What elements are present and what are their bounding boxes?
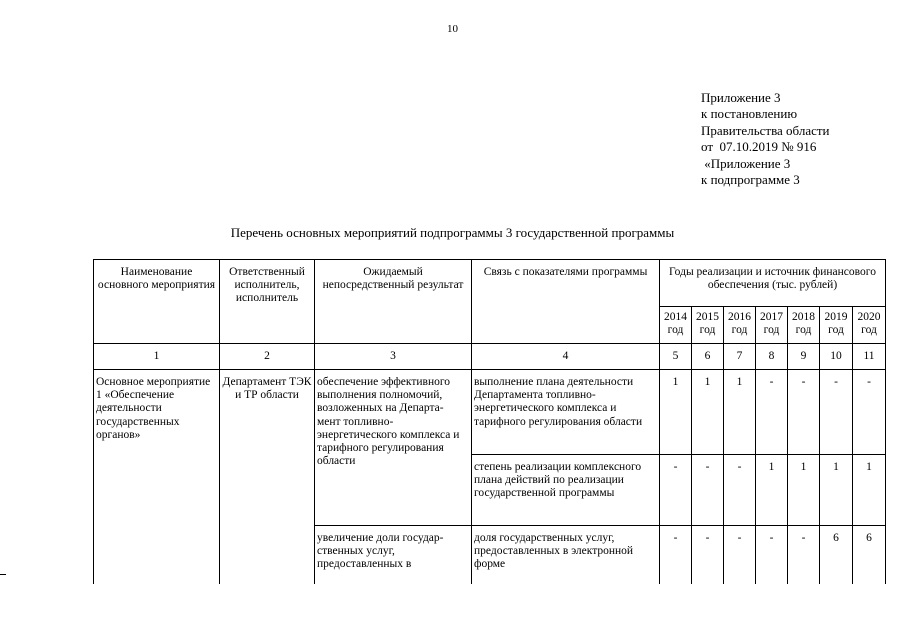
header-expected-result: Ожидаемый непосредственный результат [315,260,472,344]
year-value: - [788,526,820,584]
year-value: 1 [692,370,724,455]
column-number: 11 [853,344,886,370]
year-label: 2016 [728,311,751,323]
header-year [756,307,788,344]
year-value: 6 [820,526,853,584]
year-value: 1 [788,455,820,526]
events-table [93,259,886,584]
year-label: 2020 [857,311,881,323]
year-value: 1 [853,455,886,526]
year-value: - [724,455,756,526]
year-label: 2015 [696,311,719,323]
header-year [820,307,853,344]
header-executor: Ответственный исполнитель, исполнитель [220,260,315,344]
indicator-text: доля государственных услуг, предоставленных в электронной форме [472,526,660,584]
header-year [724,307,756,344]
column-number: 7 [724,344,756,370]
year-label: 2018 [792,311,815,323]
year-unit: год [667,324,684,336]
year-unit: год [795,324,812,336]
year-value: - [692,455,724,526]
column-number: 6 [692,344,724,370]
appendix-line: от 07.10.2019 № 916 [701,139,817,155]
header-event-name: Наименование основного мероприятия [94,260,220,344]
appendix-line: «Приложение 3 [701,155,791,171]
year-value: - [820,370,853,455]
appendix-line: Правительства области [701,122,830,138]
header-year [692,307,724,344]
column-number: 1 [94,344,220,370]
year-unit: год [763,324,780,336]
year-value: - [756,370,788,455]
year-unit: год [828,324,844,336]
year-value: 1 [756,455,788,526]
column-number: 2 [220,344,315,370]
header-year [660,307,692,344]
year-value: - [788,370,820,455]
event-executor: Департамент ТЭК и ТР области [220,370,315,584]
year-value: 1 [724,370,756,455]
column-number: 8 [756,344,788,370]
year-label: 2019 [824,311,848,323]
indicator-text: степень реализации комплексного плана действий по реализации государственной программы [472,455,660,526]
year-value: - [724,526,756,584]
year-value: - [660,526,692,584]
year-unit: год [861,324,877,336]
header-years-group: Годы реализации и источник финансового обеспечения (тыс. рублей) [660,260,886,307]
column-number: 5 [660,344,692,370]
column-number: 4 [472,344,660,370]
year-label: 2014 [664,311,687,323]
year-value: - [660,455,692,526]
expected-result: увеличение доли государ- ственных услуг, предоставленных в [315,526,472,584]
year-value: - [853,370,886,455]
appendix-block [701,90,830,188]
column-number: 10 [820,344,853,370]
appendix-line: к постановлению [701,106,798,122]
header-year [788,307,820,344]
year-value: 1 [660,370,692,455]
margin-mark [0,574,6,575]
page-number: 10 [447,23,458,35]
year-value: - [756,526,788,584]
appendix-line: к подпрограмме 3 [701,172,800,188]
document-title: Перечень основных мероприятий подпрограммы 3 государственной программы [230,225,675,240]
indicator-text: выполнение плана деятельности Департамента топливно-энергетического комплекса и тарифного регулирования области [472,370,660,455]
header-year [853,307,886,344]
event-name: Основное мероприятие 1 «Обеспечение деятельности государственных органов» [94,370,220,584]
column-number: 3 [315,344,472,370]
appendix-line: Приложение 3 [701,90,781,105]
expected-result: обеспечение эффективного выполнения полномочий, возложенных на Департа- мент топливно- энергетического комплекса и тарифного регулирования области [315,370,472,526]
column-number: 9 [788,344,820,370]
year-unit: год [699,324,716,336]
year-value: 6 [853,526,886,584]
year-value: 1 [820,455,853,526]
header-indicator-link: Связь с показателями программы [472,260,660,344]
year-value: - [692,526,724,584]
year-label: 2017 [760,311,783,323]
year-unit: год [731,324,748,336]
